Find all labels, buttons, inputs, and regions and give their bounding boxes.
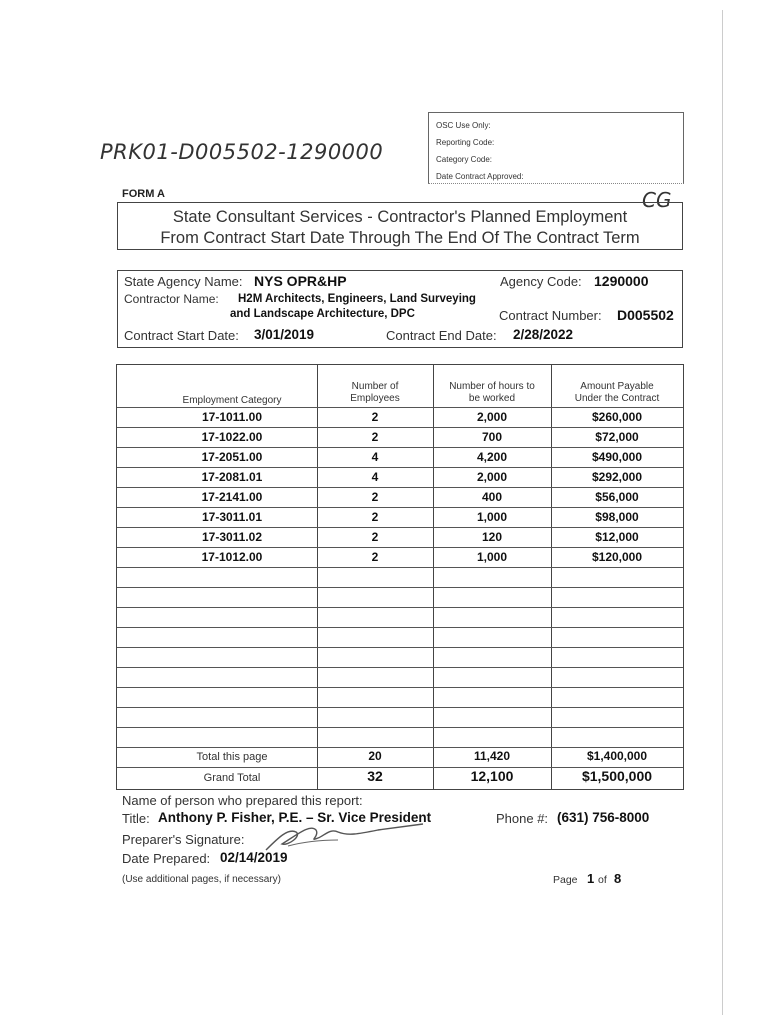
contract-info-box	[117, 270, 683, 348]
title-label: Title:	[122, 811, 150, 826]
signature-label: Preparer's Signature:	[122, 832, 245, 847]
osc-use-only-label: OSC Use Only:	[436, 121, 491, 130]
phone-value: (631) 756-8000	[557, 810, 650, 825]
date-prepared-value: 02/14/2019	[220, 850, 288, 865]
row-7-amount: $12,000	[595, 530, 639, 544]
date-approved-label: Date Contract Approved:	[436, 172, 524, 181]
grand-total-label: Grand Total	[203, 772, 261, 784]
row-1-category: 17-1011.00	[201, 410, 263, 424]
row-7-employees: 2	[371, 530, 379, 544]
page-total: 8	[614, 871, 622, 886]
agency-code-value: 1290000	[594, 273, 649, 289]
title-value: Anthony P. Fisher, P.E. – Sr. Vice President	[158, 810, 432, 825]
reporting-code-label: Reporting Code:	[436, 138, 495, 147]
contractor-name-label: Contractor Name:	[124, 292, 219, 306]
row-2-employees: 2	[371, 430, 379, 444]
scan-edge-line	[722, 10, 723, 1015]
page-label: Page	[553, 874, 578, 886]
date-prepared-label: Date Prepared:	[122, 851, 211, 866]
form-title-line2: From Contract Start Date Through The End Of The Contract Term	[160, 229, 640, 247]
row-5-employees: 2	[371, 490, 379, 504]
row-4-amount: $292,000	[591, 470, 643, 484]
form-title-line1: State Consultant Services - Contractor's Planned Employment	[172, 208, 628, 226]
row-4-category: 17-2081.01	[201, 470, 263, 484]
prepared-by-label: Name of person who prepared this report:	[122, 793, 363, 808]
agency-name-label: State Agency Name:	[124, 274, 243, 289]
contract-end-value: 2/28/2022	[513, 327, 574, 342]
row-3-employees: 4	[371, 450, 379, 464]
of-label: of	[598, 874, 607, 886]
row-7-category: 17-3011.02	[201, 530, 263, 544]
grand-total-employees: 32	[367, 768, 383, 784]
row-6-employees: 2	[371, 510, 379, 524]
row-8-category: 17-1012.00	[201, 550, 263, 564]
row-4-employees: 4	[371, 470, 379, 484]
total-page-amount: $1,400,000	[586, 749, 648, 763]
contract-number-value: D005502	[617, 307, 674, 323]
row-5-amount: $56,000	[595, 490, 639, 504]
total-page-label: Total this page	[196, 751, 268, 763]
row-8-amount: $120,000	[591, 550, 643, 564]
row-7-hours: 120	[481, 530, 503, 544]
row-2-hours: 700	[481, 430, 503, 444]
handwritten-document-id: PRK01-D005502-1290000	[100, 140, 384, 164]
grand-total-hours: 12,100	[470, 768, 514, 784]
row-6-amount: $98,000	[595, 510, 639, 524]
row-4-hours: 2,000	[476, 470, 508, 484]
page-number: 1	[587, 871, 595, 886]
row-6-category: 17-3011.01	[201, 510, 263, 524]
row-2-amount: $72,000	[595, 430, 639, 444]
row-5-hours: 400	[481, 490, 503, 504]
row-3-hours: 4,200	[476, 450, 508, 464]
header-hours-line2: be worked	[468, 393, 516, 404]
contract-start-value: 3/01/2019	[254, 327, 315, 342]
form-title-box	[117, 202, 683, 250]
row-5-category: 17-2141.00	[201, 490, 263, 504]
category-code-label: Category Code:	[436, 155, 493, 164]
contract-number-label: Contract Number:	[499, 308, 602, 323]
phone-label: Phone #:	[496, 811, 549, 826]
form-label: FORM A	[122, 188, 165, 200]
row-2-category: 17-1022.00	[201, 430, 263, 444]
agency-name-value: NYS OPR&HP	[254, 273, 347, 289]
header-employment-category: Employment Category	[182, 395, 282, 406]
header-employees-line2: Employees	[350, 393, 400, 404]
row-1-amount: $260,000	[591, 410, 643, 424]
header-amount-line1: Amount Payable	[580, 381, 654, 392]
handwritten-initials: CG	[642, 188, 672, 212]
grand-total-amount: $1,500,000	[581, 768, 653, 784]
agency-code-label: Agency Code:	[500, 274, 582, 289]
additional-pages-note: (Use additional pages, if necessary)	[122, 874, 281, 885]
row-8-hours: 1,000	[476, 550, 508, 564]
header-hours-line1: Number of hours to	[449, 381, 535, 392]
row-3-amount: $490,000	[591, 450, 643, 464]
row-1-hours: 2,000	[476, 410, 508, 424]
contract-end-label: Contract End Date:	[386, 328, 497, 343]
row-3-category: 17-2051.00	[201, 450, 263, 464]
total-page-hours: 11,420	[473, 749, 511, 763]
header-employees-line1: Number of	[351, 381, 399, 392]
row-6-hours: 1,000	[476, 510, 508, 524]
employment-table	[116, 364, 684, 790]
contractor-name-line1: H2M Architects, Engineers, Land Surveying	[238, 293, 476, 305]
row-8-employees: 2	[371, 550, 379, 564]
row-1-employees: 2	[371, 410, 379, 424]
contractor-name-line2: and Landscape Architecture, DPC	[230, 308, 415, 320]
total-page-employees: 20	[368, 749, 382, 763]
contract-start-label: Contract Start Date:	[124, 328, 239, 343]
header-amount-line2: Under the Contract	[574, 393, 660, 404]
osc-use-only-box	[428, 112, 684, 184]
